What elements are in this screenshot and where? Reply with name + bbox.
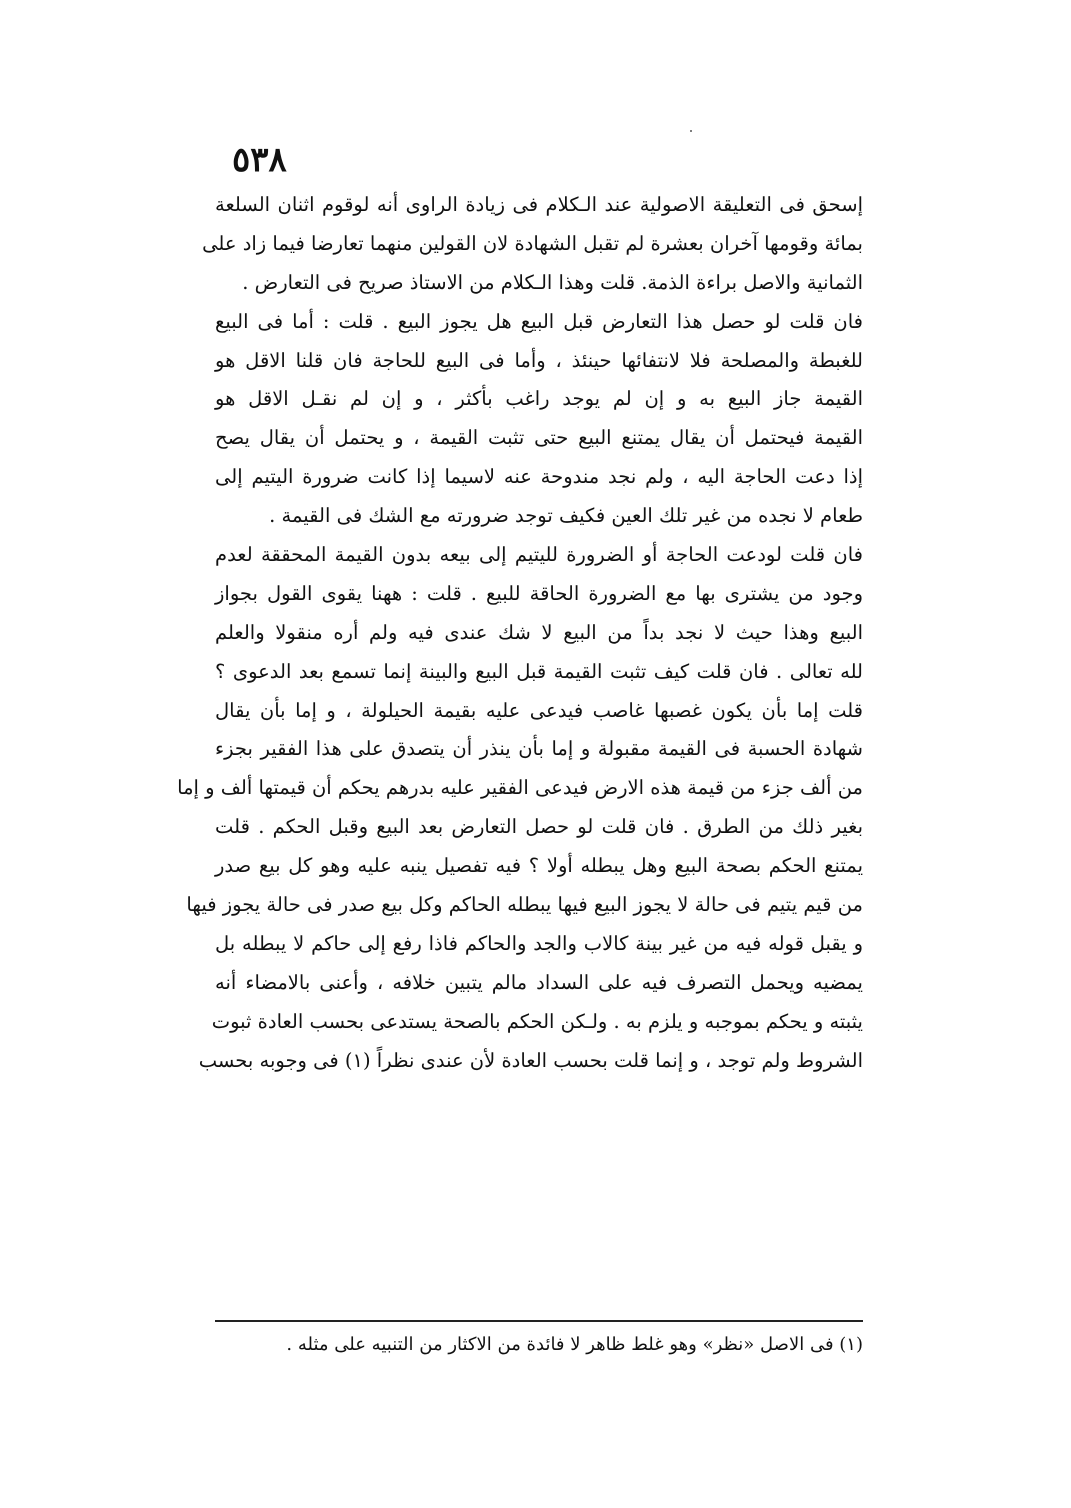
body-line-23: الشروط ولم توجد ، و إنما قلت بحسب العادة لأن عندى نظراً (١) فى وجوبه بحسب	[198, 1048, 863, 1072]
body-line-13: لله تعالى . فان قلت كيف تثبت القيمة قبل البيع والبينة إنما تسمع بعد الدعوى ؟	[215, 659, 863, 683]
body-line-22: يثبته و يحكم بموجبه و يلزم به . ولـكن الحكم بالصحة يستدعى بحسب العادة ثبوت	[211, 1009, 863, 1033]
body-line-21: يمضيه ويحمل التصرف فيه على السداد مالم يتبين خلافه ، وأعنى بالامضاء أنه	[215, 970, 863, 994]
body-line-5: للغبطة والمصلحة فلا لانتفائها حينئذ ، وأما فى البيع للحاجة فان قلنا الاقل هو	[215, 348, 863, 372]
footnote-separator	[215, 1320, 863, 1322]
body-line-14: قلت إما بأن يكون غصبها غاصب فيدعى عليه بقيمة الحيلولة ، و إما بأن يقال	[215, 698, 863, 722]
scan-speck	[690, 130, 692, 132]
body-line-15: شهادة الحسبة فى القيمة مقبولة و إما بأن ينذر أن يتصدق على هذا الفقير بجزء	[215, 737, 863, 761]
body-text	[177, 186, 863, 1080]
page-number: ٥٣٨	[232, 140, 287, 180]
body-line-18: يمتنع الحكم بصحة البيع وهل يبطله أولا ؟ فيه تفصيل ينبه عليه وهو كل بيع صدر	[215, 854, 863, 878]
body-line-17: بغير ذلك من الطرق . فان قلت لو حصل التعارض بعد البيع وقبل الحكم . قلت	[215, 815, 863, 839]
body-line-2: بمائة وقومها آخران بعشرة لم تقبل الشهادة لان القولين منهما تعارضا فيما زاد على	[202, 231, 863, 255]
body-line-12: البيع وهذا حيث لا نجد بداً من البيع لا شك عندى فيه ولم أره منقولا والعلم	[215, 620, 863, 644]
body-line-1: إسحق فى التعليقة الاصولية عند الـكلام فى زيادة الراوى أنه لوقوم اثنان السلعة	[215, 193, 863, 216]
body-line-4: فان قلت لو حصل هذا التعارض قبل البيع هل يجوز البيع . قلت : أما فى البيع	[215, 309, 863, 333]
footnote: (١) فى الاصل «نظر» وهو غلط ظاهر لا فائدة من الاكثار من التنبيه على مثله .	[286, 1334, 863, 1355]
body-line-11: وجود من يشترى بها مع الضرورة الحاقة للبيع . قلت : ههنا يقوى القول بجواز	[215, 581, 863, 605]
body-line-19: من قيم يتيم فى حالة لا يجوز البيع فيها يبطله الحاكم وكل بيع صدر فى حالة يجوز فيها	[186, 893, 863, 917]
body-line-9: طعام لا نجده من غير تلك العين فكيف توجد ضرورته مع الشك فى القيمة .	[269, 504, 863, 528]
body-line-20: و يقبل قوله فيه من غير بينة كالاب والجد والحاكم فاذا رفع إلى حاكم لا يبطله بل	[215, 931, 863, 955]
body-line-7: القيمة فيحتمل أن يقال يمتنع البيع حتى تثبت القيمة ، و يحتمل أن يقال يصح	[215, 426, 863, 450]
body-line-16: من ألف جزء من قيمة هذه الارض فيدعى الفقير عليه بدرهم يحكم أن قيمتها ألف و إما	[177, 776, 863, 800]
body-line-10: فان قلت لودعت الحاجة أو الضرورة لليتيم إلى بيعه بدون القيمة المحققة لعدم	[215, 543, 863, 567]
body-line-8: إذا دعت الحاجة اليه ، ولم نجد مندوحة عنه لاسيما إذا كانت ضرورة اليتيم إلى	[215, 465, 863, 489]
body-line-3: الثمانية والاصل براءة الذمة. قلت وهذا الـكلام من الاستاذ صريح فى التعارض .	[242, 270, 863, 294]
body-line-6: القيمة جاز البيع به و إن لم يوجد راغب بأكثر ، و إن لم نقـل الاقل هو	[215, 387, 863, 411]
